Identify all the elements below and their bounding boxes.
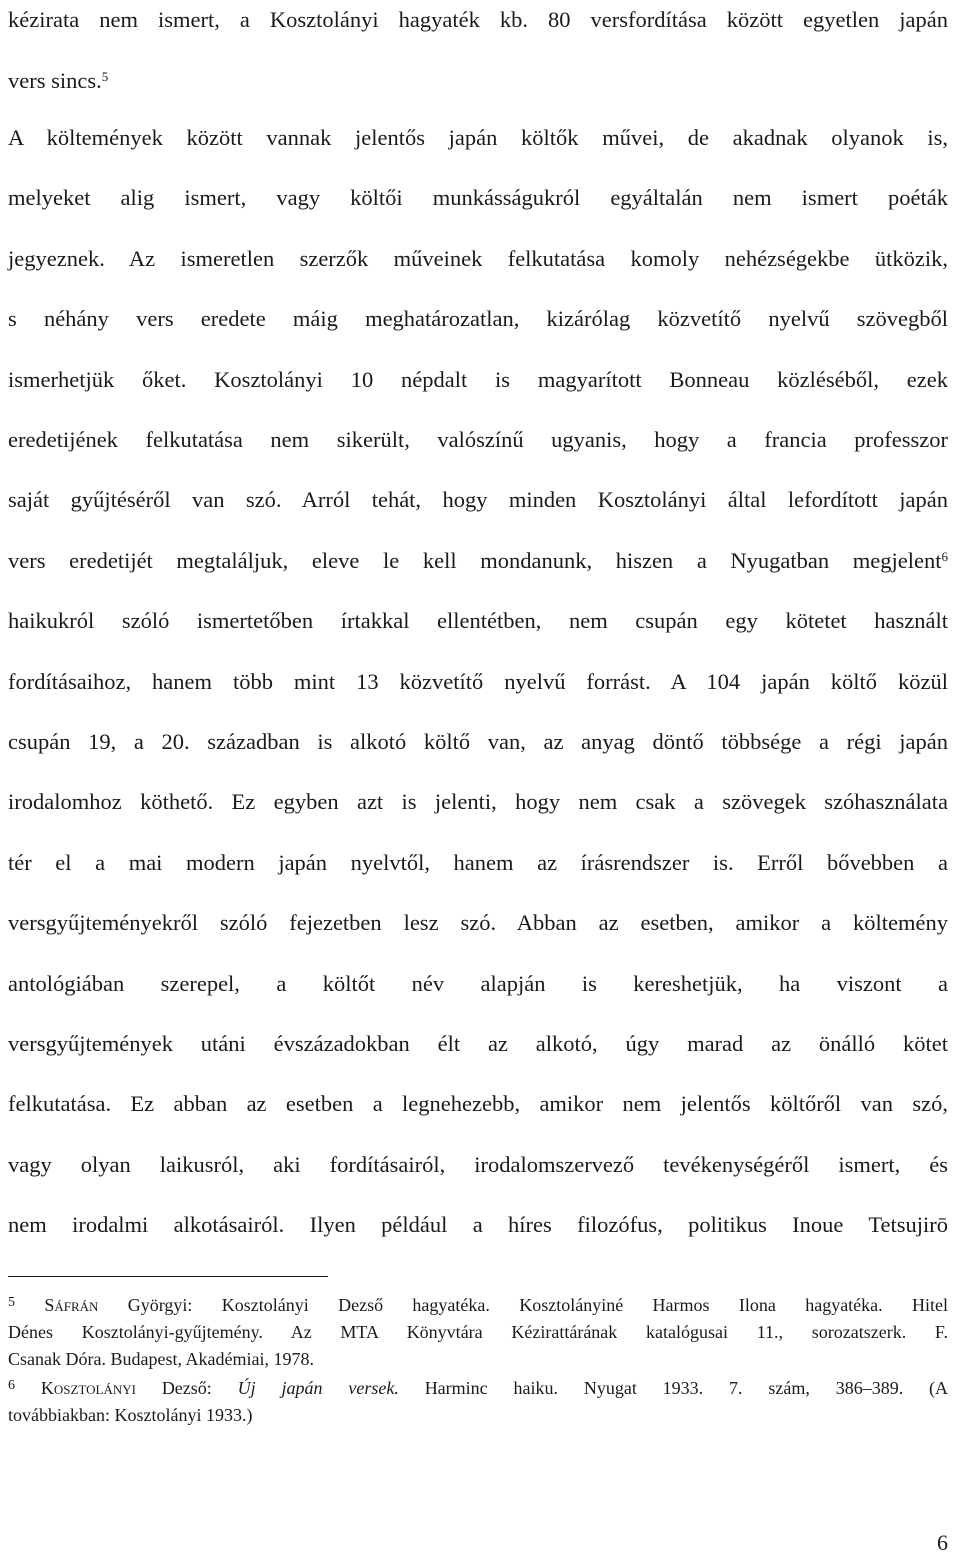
footnote-text: Dezső:	[161, 1378, 212, 1398]
body-line: csupán 19, a 20. században is alkotó költő van, az anyag döntő többsége a régi japán	[8, 729, 948, 754]
body-line: kézirata nem ismert, a Kosztolányi hagyaték kb. 80 versfordítása között egyetlen japán	[8, 7, 948, 32]
footnote-5	[8, 1292, 948, 1318]
footnote-number: 5	[8, 1295, 15, 1310]
body-line: haikukról szóló ismertetőben írtakkal ellentétben, nem csupán egy kötetet használt	[8, 608, 948, 633]
body-text: vers sincs.	[8, 68, 102, 93]
body-line	[8, 546, 948, 576]
body-line: fordításaihoz, hanem több mint 13 közvetítő nyelvű forrást. A 104 japán költő közül	[8, 669, 948, 694]
body-line: irodalomhoz köthető. Ez egyben azt is jelenti, hogy nem csak a szövegek szóhasználata	[8, 789, 948, 814]
body-line: felkutatása. Ez abban az esetben a legnehezebb, amikor nem jelentős költőről van szó,	[8, 1091, 948, 1116]
footnote-5-line: Csanak Dóra. Budapest, Akadémiai, 1978.	[8, 1349, 314, 1369]
body-line: antológiában szerepel, a költőt név alapján is kereshetjük, ha viszont a	[8, 971, 948, 996]
body-line: nem irodalmi alkotásairól. Ilyen például a híres filozófus, politikus Inoue Tetsujirō	[8, 1212, 948, 1237]
body-line: versgyűjteményekről szóló fejezetben lesz szó. Abban az esetben, amikor a költemény	[8, 910, 948, 935]
body-line: saját gyűjtéséről van szó. Arról tehát, hogy minden Kosztolányi által lefordított japán	[8, 487, 948, 512]
body-line: A költemények között vannak jelentős japán költők művei, de akadnak olyanok is,	[8, 125, 948, 150]
footnote-author: Sáfrán	[44, 1295, 99, 1315]
body-line	[8, 66, 948, 96]
footnote-ref-6[interactable]: 6	[941, 549, 948, 564]
body-line: versgyűjtemények utáni évszázadokban élt az alkotó, úgy marad az önálló kötet	[8, 1031, 948, 1056]
footnote-text: Györgyi: Kosztolányi Dezső hagyatéka. Kosztolányiné Harmos Ilona hagyatéka. Hitel	[127, 1295, 948, 1315]
footnote-number: 6	[8, 1378, 15, 1393]
footnote-separator	[8, 1276, 328, 1277]
footnote-6-line: továbbiakban: Kosztolányi 1933.)	[8, 1405, 253, 1425]
footnote-author: Kosztolányi	[40, 1378, 136, 1398]
body-line: melyeket alig ismert, vagy költői munkásságukról egyáltalán nem ismert poéták	[8, 185, 948, 210]
footnote-ref-5[interactable]: 5	[101, 69, 109, 84]
footnote-text: Harminc haiku. Nyugat 1933. 7. szám, 386–389. (A	[424, 1378, 949, 1398]
body-line: ismerhetjük őket. Kosztolányi 10 népdalt is magyarított Bonneau közléséből, ezek	[8, 367, 948, 392]
body-line: eredetijének felkutatása nem sikerült, valószínű ugyanis, hogy a francia professzor	[8, 427, 948, 452]
footnote-6	[8, 1375, 948, 1401]
body-line: s néhány vers eredete máig meghatározatlan, kizárólag közvetítő nyelvű szövegből	[8, 306, 948, 331]
body-line: vagy olyan laikusról, aki fordításairól, irodalomszervező tevékenységéről ismert, és	[8, 1152, 948, 1177]
footnote-title: Új japán versek.	[237, 1378, 399, 1398]
body-line: tér el a mai modern japán nyelvtől, hanem az írásrendszer is. Erről bővebben a	[8, 850, 948, 875]
footnote-5-line: Dénes Kosztolányi-gyűjtemény. Az MTA Könyvtára Kézirattárának katalógusai 11., sorozatszerk. F.	[8, 1322, 948, 1342]
body-text: vers eredetijét megtaláljuk, eleve le kell mondanunk, hiszen a Nyugatban megjelent	[8, 548, 942, 573]
body-line: jegyeznek. Az ismeretlen szerzők műveinek felkutatása komoly nehézségekbe ütközik,	[8, 246, 948, 271]
page-number: 6	[937, 1530, 948, 1555]
